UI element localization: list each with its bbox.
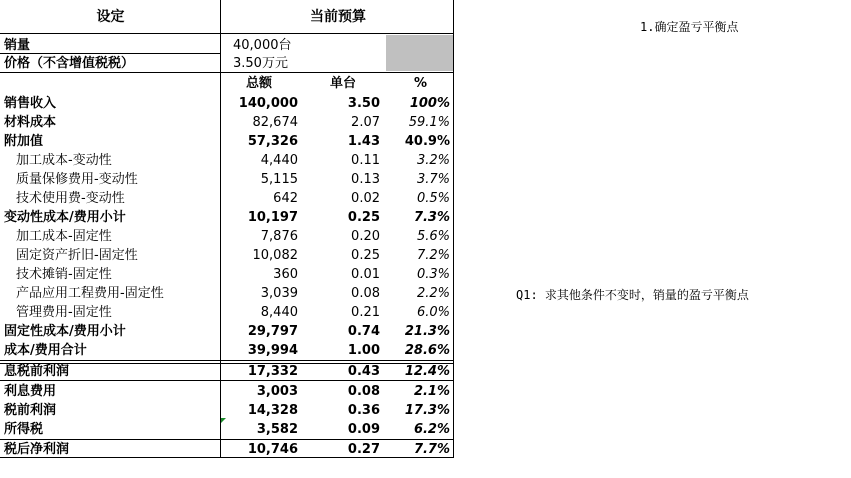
row-label: 固定资产折旧-固定性 [16,248,138,263]
table-row[interactable] [0,189,455,208]
ebit-top-border-double [0,363,454,364]
row-label: 技术使用费-变动性 [16,191,125,206]
row-pct: 2.1% [413,384,450,399]
table-row[interactable] [0,94,455,113]
row-unit: 0.08 [351,286,380,301]
col-pct: % [414,76,428,91]
input-divider [0,53,221,54]
row-pct: 7.3% [413,210,450,225]
input-label: 销量 [4,38,31,53]
right-border [453,0,454,458]
row-unit: 0.27 [347,442,380,457]
table-row[interactable] [0,132,455,151]
row-total: 10,082 [252,248,298,263]
row-label: 附加值 [4,134,44,149]
row-pct: 3.7% [416,172,450,187]
row-unit: 0.74 [347,324,380,339]
col-total: 总额 [246,76,273,91]
net-profit-top-border [0,439,454,440]
row-unit: 0.01 [351,267,380,282]
row-total: 39,994 [247,343,298,358]
row-pct: 59.1% [408,115,450,130]
row-unit: 0.36 [347,403,380,418]
row-total: 10,197 [247,210,298,225]
row-total: 29,797 [247,324,298,339]
row-unit: 0.43 [347,364,380,379]
row-total: 140,000 [238,96,298,111]
table-row[interactable] [0,322,455,341]
row-pct: 3.2% [416,153,450,168]
breakeven-title-note: 1.确定盈亏平衡点 [640,20,739,34]
table-row[interactable] [0,303,455,322]
row-pct: 6.2% [413,422,450,437]
row-total: 3,003 [256,384,298,399]
row-total: 4,440 [260,153,298,168]
table-row[interactable] [0,170,455,189]
row-label: 质量保修费用-变动性 [16,172,138,187]
row-label: 所得税 [4,422,44,437]
row-total: 360 [273,267,298,282]
row-unit: 0.21 [351,305,380,320]
row-unit: 0.25 [351,248,380,263]
row-unit: 0.11 [351,153,380,168]
row-label: 加工成本-固定性 [16,229,112,244]
header-divider [0,33,454,34]
row-unit: 0.13 [351,172,380,187]
table-row[interactable] [0,420,455,439]
row-total: 82,674 [252,115,298,130]
column-header-row [0,74,455,93]
row-unit: 1.00 [347,343,380,358]
row-unit: 3.50 [347,96,380,111]
row-label: 技术摊销-固定性 [16,267,112,282]
table-row[interactable] [0,401,455,420]
row-unit: 0.02 [351,191,380,206]
sales-volume-cell[interactable]: 40,000台 [233,38,292,53]
question-note: Q1: 求其他条件不变时，销量的盈亏平衡点 [516,288,749,302]
row-total: 8,440 [260,305,298,320]
row-total: 10,746 [247,442,298,457]
row-pct: 0.5% [416,191,450,206]
row-unit: 0.25 [347,210,380,225]
row-pct: 7.7% [413,442,450,457]
row-unit: 2.07 [351,115,380,130]
ebit-bottom-border [0,380,454,381]
row-total: 3,582 [256,422,298,437]
table-row[interactable] [0,151,455,170]
col-unit: 单台 [330,76,357,91]
input-label: 价格（不含增值税税） [4,56,135,71]
row-total: 17,332 [247,364,298,379]
row-label: 固定性成本/费用小计 [4,324,126,339]
column-divider [220,0,221,458]
row-pct: 40.9% [404,134,450,149]
row-pct: 100% [409,96,450,111]
input-bottom-border [0,72,454,73]
table-row[interactable] [0,284,455,303]
row-label: 加工成本-变动性 [16,153,112,168]
row-pct: 17.3% [404,403,450,418]
row-pct: 7.2% [416,248,450,263]
price-cell[interactable]: 3.50万元 [233,56,288,71]
row-pct: 28.6% [404,343,450,358]
row-label: 材料成本 [4,115,57,130]
row-total: 642 [273,191,298,206]
ebit-top-border [0,360,454,361]
table-row[interactable] [0,227,455,246]
table-row[interactable] [0,265,455,284]
row-unit: 0.20 [351,229,380,244]
row-label: 产品应用工程费用-固定性 [16,286,164,301]
row-pct: 2.2% [416,286,450,301]
row-total: 5,115 [260,172,298,187]
row-label: 税前利润 [4,403,57,418]
budget-header: 当前预算 [310,9,366,25]
table-row[interactable] [0,208,455,227]
cell-comment-marker [221,418,226,423]
row-label: 变动性成本/费用小计 [4,210,126,225]
row-total: 14,328 [247,403,298,418]
row-total: 7,876 [260,229,298,244]
table-bottom-border [0,457,454,458]
row-label: 息税前利润 [4,364,70,379]
table-row[interactable] [0,382,455,401]
row-pct: 12.4% [404,364,450,379]
row-total: 57,326 [247,134,298,149]
table-row[interactable] [0,246,455,265]
table-row[interactable] [0,341,455,360]
row-total: 3,039 [260,286,298,301]
row-pct: 21.3% [404,324,450,339]
settings-header: 设定 [96,9,125,25]
row-pct: 6.0% [416,305,450,320]
table-row[interactable] [0,362,455,381]
row-label: 销售收入 [4,96,57,111]
row-label: 成本/费用合计 [4,343,87,358]
table-row[interactable] [0,113,455,132]
row-label: 利息费用 [4,384,57,399]
row-unit: 0.09 [347,422,380,437]
row-label: 管理费用-固定性 [16,305,112,320]
grey-fill-cell [386,35,454,71]
row-unit: 1.43 [347,134,380,149]
row-label: 税后净利润 [4,442,70,457]
row-pct: 0.3% [416,267,450,282]
row-pct: 5.6% [416,229,450,244]
row-unit: 0.08 [347,384,380,399]
